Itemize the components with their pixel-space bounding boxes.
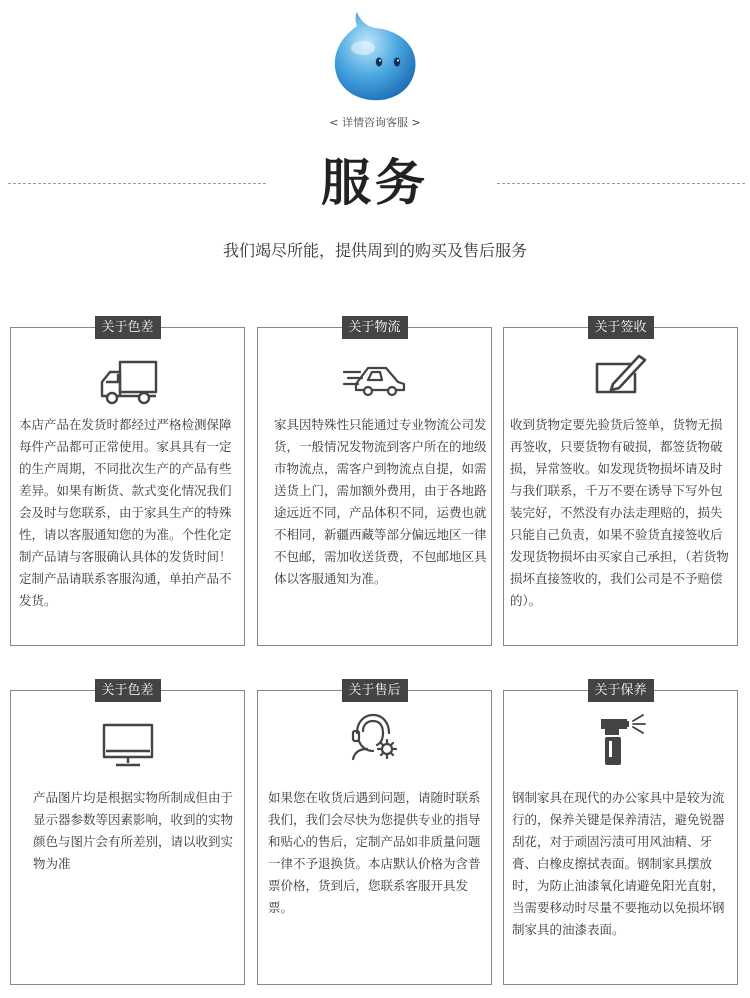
card-text: 产品图片均是根据实物所制成但由于显示器参数等因素影响，收到的实物颜色与图片会有所差别，请以收到实物为准 — [33, 790, 234, 871]
card-text: 收到货物定要先验货后签单，货物无损再签收，只要货物有破损，都签货物破损，异常签收。如发现货物损坏请及时与我们联系，千万不要在诱导下写外包装完好，不然没有办法走理赔的，损失只能自己负责，如果不验货直接签收后发现货物损坏由买家自己承担，（若货物损坏直接签收的，我们公司是不予赔偿的）。 — [510, 417, 729, 608]
card-after-sales — [257, 683, 492, 985]
card-text: 如果您在收货后遇到问题，请随时联系我们，我们会尽快为您提供专业的指导和贴心的售后，定制产品如非质量问题一律不予退换货。本店默认价格为含普票价格，货到后，您联系客服开具发票。 — [268, 790, 481, 915]
section-title: 服务 — [321, 154, 429, 212]
card-text: 钢制家具在现代的办公家具中是较为流行的，保养关键是保养清洁，避免锐器刮花，对于顽固污渍可用风油精、牙膏、白橡皮擦拭表面。钢制家具摆放时，为防止油漆氧化请避免阳光直射，当需要移动时尽量不要拖动以免损坏钢制家具的油漆表面。 — [512, 790, 725, 937]
card-tag: 关于色差 — [94, 679, 160, 702]
card-color-difference-2 — [10, 683, 245, 985]
spray-bottle-icon — [593, 711, 649, 767]
card-maintenance — [503, 683, 738, 985]
card-tag: 关于保养 — [587, 679, 653, 702]
card-tag: 关于售后 — [341, 679, 407, 702]
service-headset-icon — [347, 711, 403, 763]
card-receiving — [503, 320, 738, 646]
truck-icon — [96, 358, 160, 406]
card-text: 本店产品在发货时都经过严格检测保障每件产品都可正常使用。家具具有一定的生产周期，不同批次生产的产品有些差异。如果有断货、款式变化情况我们会及时与您联系，由于家具生产的特殊性，请以客服通知您的为准。个性化定制产品请与客服确认具体的发货时间！定制产品请联系客服沟通，单拍产品不发货。 — [19, 417, 232, 608]
card-tag: 关于签收 — [587, 316, 653, 339]
card-color-difference — [10, 320, 245, 646]
mascot-logo — [327, 8, 423, 104]
fast-car-icon — [342, 360, 408, 400]
sign-pen-icon — [591, 350, 651, 398]
card-text: 家具因特殊性只能通过专业物流公司发货，一般情况发物流到客户所在的地级市物流点，需客户到物流点自提，如需送货上门，需加额外费用，由于各地路途远近不同，产品体积不同，运费也就不相同，新疆西藏等部分偏远地区一律不包邮，需加收送货费，不包邮地区具体以客服通知为准。 — [274, 417, 487, 586]
card-logistics — [257, 320, 492, 646]
section-subtitle: 我们竭尽所能，提供周到的购买及售后服务 — [222, 241, 527, 260]
card-tag: 关于色差 — [94, 316, 160, 339]
card-tag: 关于物流 — [341, 316, 407, 339]
monitor-icon — [100, 721, 156, 769]
consult-service-link[interactable]: < 详情咨询客服 > — [329, 116, 421, 129]
